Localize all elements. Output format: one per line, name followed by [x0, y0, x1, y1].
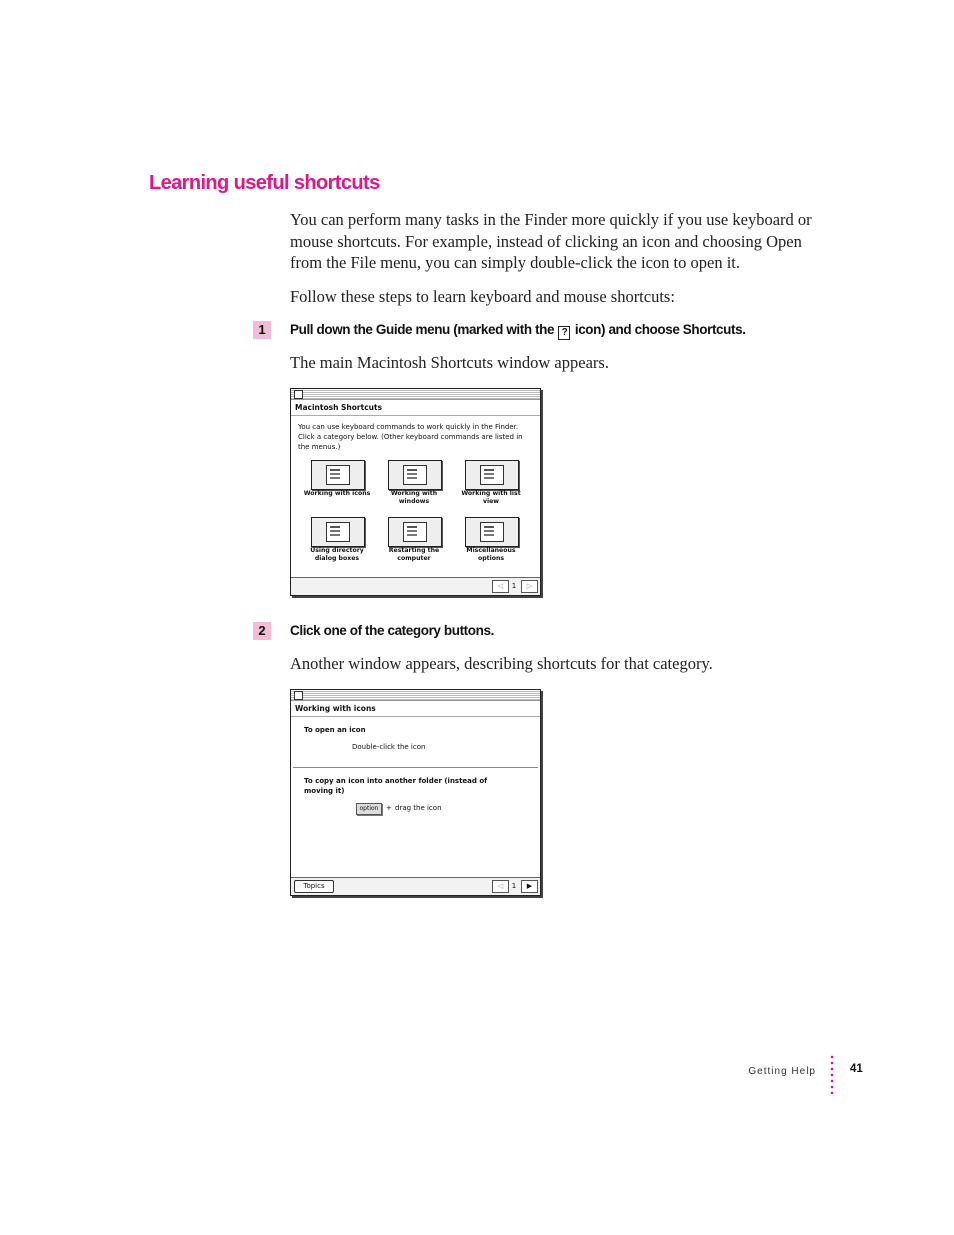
- category-label-list-view: Working with list view: [461, 490, 521, 505]
- guide-help-icon: ?: [558, 326, 570, 340]
- shortcuts-window-body: [291, 416, 540, 595]
- shortcuts-intro-text: You can use keyboard commands to work quickly in the Finder. Click a category below. (Other keyboard commands are listed in the menus.): [298, 423, 523, 451]
- icons-window-body: [291, 717, 540, 895]
- navigation-bar: [291, 577, 540, 595]
- working-with-icons-window: [290, 689, 541, 896]
- copy-icon-heading: To copy an icon into another folder (instead of moving it): [304, 777, 488, 795]
- previous-page-icon[interactable]: ◁: [492, 880, 509, 893]
- drag-icon-description: drag the icon: [395, 804, 442, 812]
- category-button-list-view[interactable]: [465, 460, 519, 490]
- step-1-instruction-start: Pull down the Guide menu (marked with the: [290, 322, 555, 337]
- dotted-rule-icon: [830, 1054, 834, 1094]
- category-button-misc-options[interactable]: [465, 517, 519, 547]
- close-box-icon[interactable]: [294, 390, 303, 399]
- category-button-directory-dialogs[interactable]: [311, 517, 365, 547]
- option-key-icon: option: [356, 803, 382, 815]
- close-box-icon[interactable]: [294, 691, 303, 700]
- misc-options-category-icon: [480, 522, 504, 542]
- directory-dialog-category-icon: [326, 522, 350, 542]
- window-title: Macintosh Shortcuts: [291, 400, 540, 416]
- category-label-restarting: Restarting the computer: [388, 547, 440, 562]
- window-titlebar[interactable]: [291, 690, 540, 701]
- category-label-icons: Working with icons: [303, 490, 371, 497]
- open-icon-heading: To open an icon: [304, 726, 366, 734]
- follow-steps-text: Follow these steps to learn keyboard and mouse shortcuts:: [290, 287, 675, 306]
- footer-section-name: Getting Help: [748, 1066, 816, 1077]
- step-1-result: The main Macintosh Shortcuts window appears.: [290, 353, 609, 372]
- step-2-number: 2: [253, 622, 271, 640]
- category-button-windows[interactable]: [388, 460, 442, 490]
- step-2-instruction: Click one of the category buttons.: [290, 623, 494, 638]
- step-1-instruction: [290, 321, 746, 340]
- window-titlebar[interactable]: [291, 389, 540, 400]
- macintosh-shortcuts-window: [290, 388, 541, 596]
- plus-sign: +: [386, 804, 392, 812]
- category-button-icons[interactable]: [311, 460, 365, 490]
- next-page-icon[interactable]: ▶: [521, 880, 538, 893]
- category-label-directory-dialogs: Using directory dialog boxes: [310, 547, 364, 562]
- page-indicator: 1: [511, 582, 517, 590]
- navigation-bar: [291, 877, 540, 895]
- topics-button[interactable]: Topics: [294, 880, 334, 893]
- page-number: 41: [850, 1063, 863, 1075]
- intro-paragraph: You can perform many tasks in the Finder more quickly if you use keyboard or mouse shortcuts. For example, instead of clicking an icon and choosing Open from the File menu, you can simply double-click the icon to open it.: [290, 210, 812, 272]
- previous-page-icon[interactable]: ◁: [492, 580, 509, 593]
- step-1-instruction-end: icon) and choose Shortcuts.: [574, 322, 746, 337]
- page-indicator: 1: [511, 882, 517, 890]
- category-label-misc-options: Miscellaneous options: [466, 547, 516, 562]
- restart-category-icon: [403, 522, 427, 542]
- category-button-restarting[interactable]: [388, 517, 442, 547]
- step-2-result: Another window appears, describing shortcuts for that category.: [290, 654, 713, 673]
- section-heading: Learning useful shortcuts: [149, 172, 380, 194]
- category-label-windows: Working with windows: [390, 490, 438, 505]
- section-divider: [293, 767, 538, 768]
- icons-category-icon: [326, 465, 350, 485]
- list-view-category-icon: [480, 465, 504, 485]
- open-icon-description: Double-click the icon: [352, 743, 426, 751]
- window-title: Working with icons: [291, 701, 540, 717]
- next-page-icon[interactable]: ▷: [521, 580, 538, 593]
- windows-category-icon: [403, 465, 427, 485]
- step-1-number: 1: [253, 321, 271, 339]
